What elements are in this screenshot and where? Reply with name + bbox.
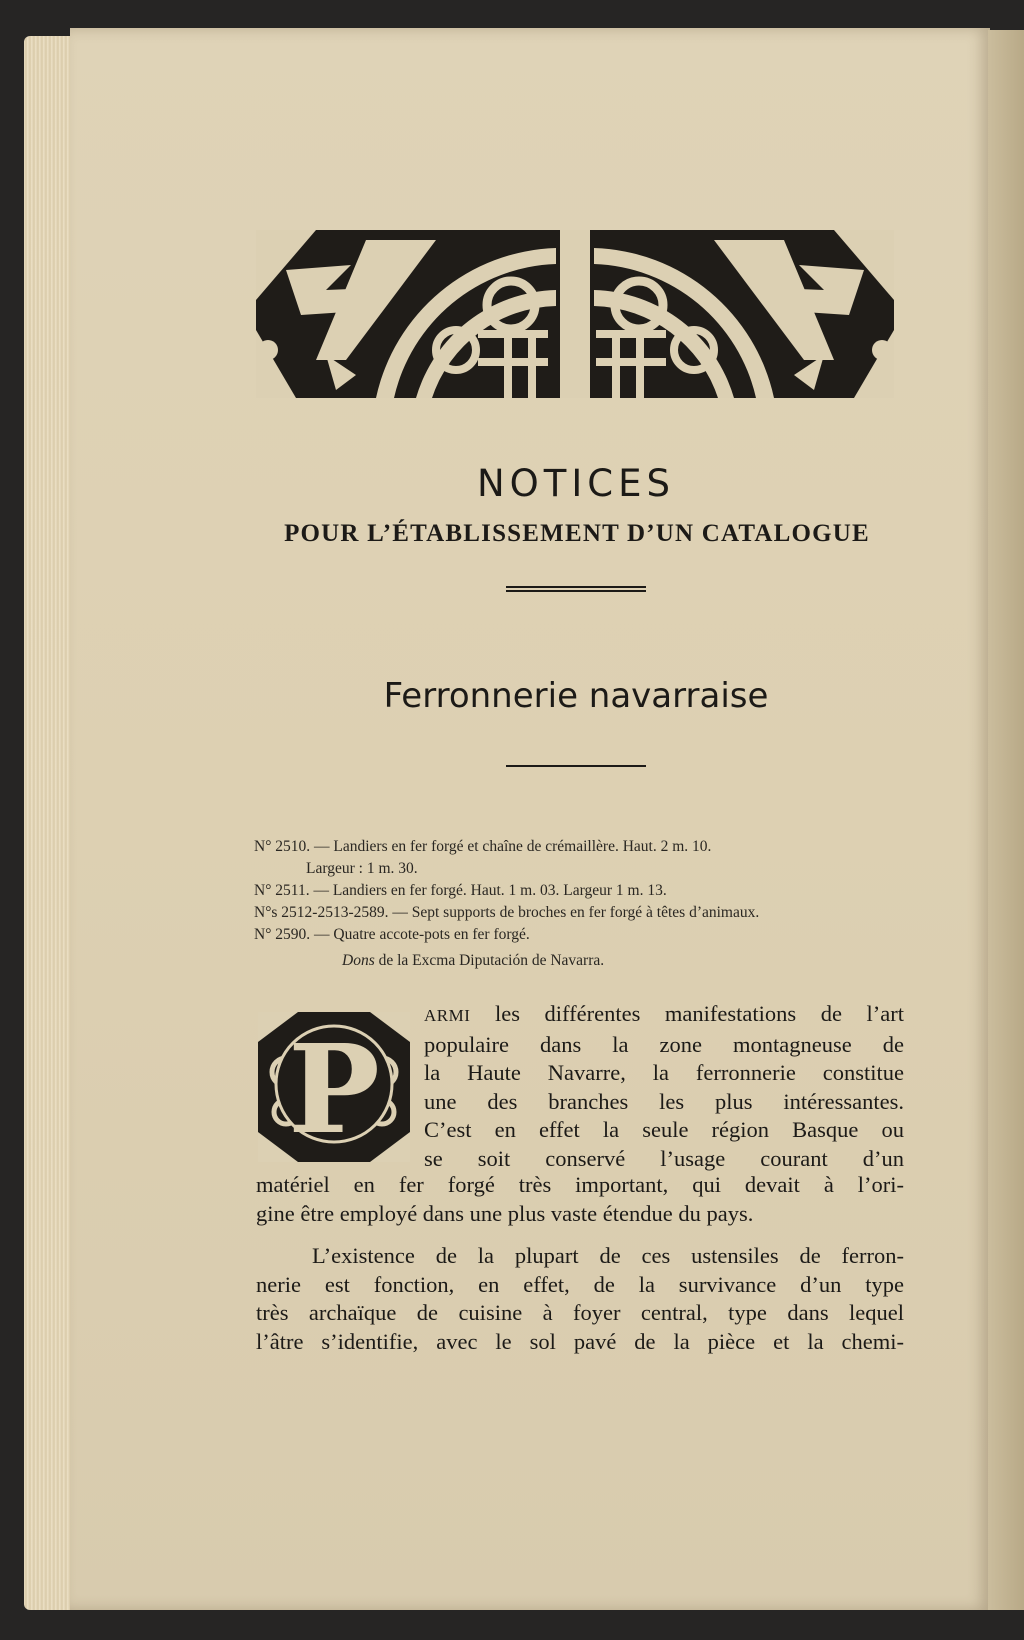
- paragraph-1-continued: [256, 1171, 904, 1228]
- notice-line: Largeur : 1 m. 30.: [306, 860, 418, 877]
- divider-double: [506, 586, 646, 592]
- dropcap-ornament: [258, 1012, 410, 1162]
- dons-text: de la Excma Diputación de Navarra.: [374, 952, 605, 969]
- notice-line: N° 2510. — Landiers en fer forgé et chaîne de crémaillère. Haut. 2 m. 10.: [254, 838, 712, 855]
- paragraph-2: [256, 1242, 904, 1356]
- donation-credit: [254, 950, 904, 972]
- text-line: L’existence de la plupart de ces ustensiles de ferron-: [312, 1243, 904, 1268]
- catalogue-notices: [254, 836, 904, 972]
- page-subtitle: POUR L’ÉTABLISSEMENT D’UN CATALOGUE: [284, 520, 870, 547]
- text-line: matériel en fer forgé très important, qui devait à l’ori-: [256, 1172, 904, 1197]
- dropcap-letter: P: [288, 1017, 380, 1161]
- text-line: la Haute Navarre, la ferronnerie constitue: [424, 1060, 904, 1085]
- small-caps-word: ARMI: [424, 1006, 471, 1025]
- text-line: ARMI les différentes manifestations de l’art: [424, 1001, 904, 1026]
- text-line: l’âtre s’identifie, avec le sol pavé de la pièce et la chemi-: [256, 1328, 904, 1354]
- notice-line: N°s 2512-2513-2589. — Sept supports de broches en fer forgé à têtes d’animaux.: [254, 904, 760, 921]
- dons-word: Dons: [342, 952, 375, 969]
- notice-line: N° 2511. — Landiers en fer forgé. Haut. 1 m. 03. Largeur 1 m. 13.: [254, 882, 667, 899]
- text-line: se soit conservé l’usage courant d’un: [424, 1145, 904, 1171]
- facing-page-edge: [988, 30, 1024, 1610]
- text-line: C’est en effet la seule région Basque ou: [424, 1117, 904, 1142]
- divider-single: [506, 765, 646, 767]
- section-title: Ferronnerie navarraise: [383, 676, 769, 716]
- text-line: très archaïque de cuisine à foyer central, type dans lequel: [256, 1300, 904, 1325]
- ornamental-header-band: [256, 230, 894, 398]
- text-line: nerie est fonction, en effet, de la survivance d’un type: [256, 1271, 904, 1297]
- notice-line: N° 2590. — Quatre accote-pots en fer forgé.: [254, 926, 530, 943]
- text-line: gine être employé dans une plus vaste étendue du pays.: [256, 1200, 754, 1226]
- page-title: NOTICES: [476, 462, 675, 505]
- text-line: populaire dans la zone montagneuse de: [424, 1031, 904, 1057]
- paragraph-1: [424, 1000, 904, 1173]
- text-line: une des branches les plus intéressantes.: [424, 1088, 904, 1114]
